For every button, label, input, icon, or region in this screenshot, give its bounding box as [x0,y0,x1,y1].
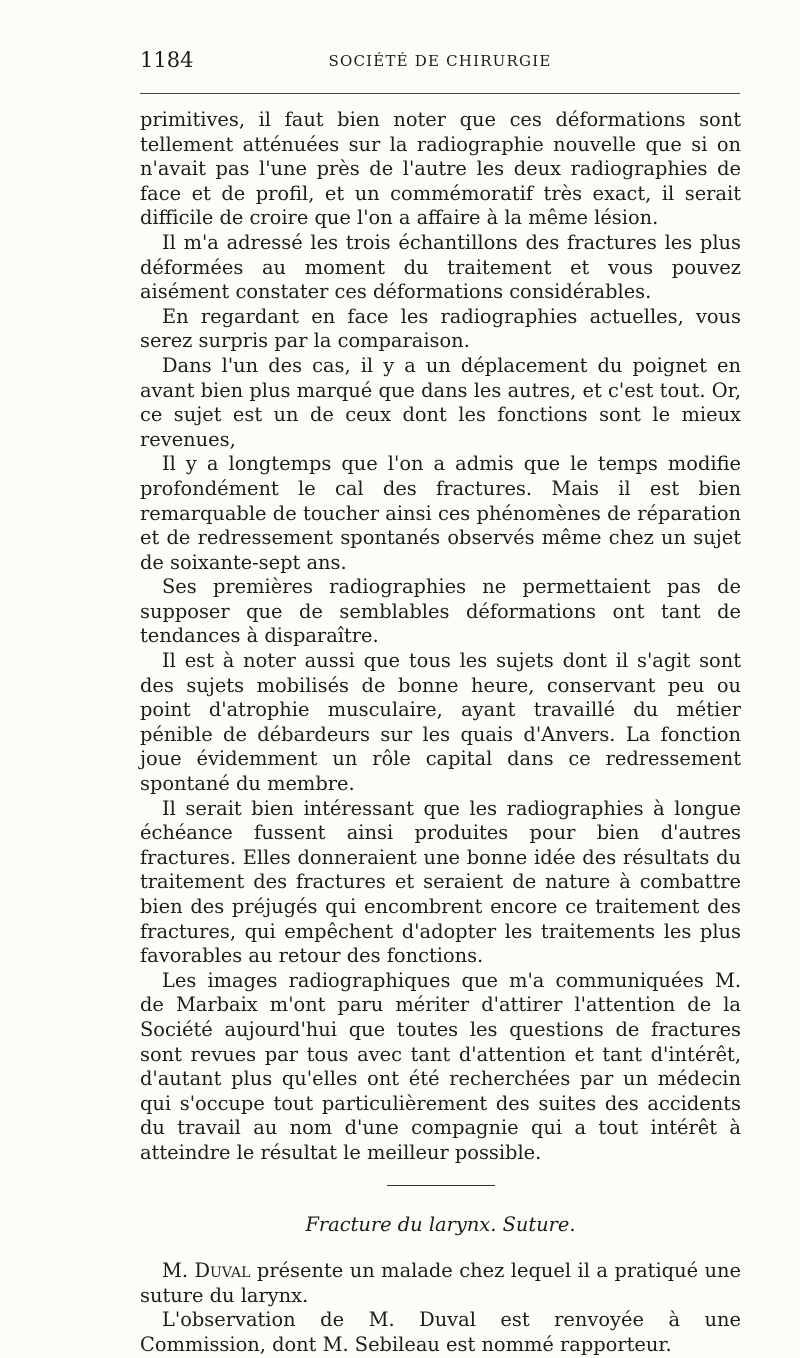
paragraph: Ses premières radiographies ne permettaient pas de supposer que de semblables déformations ont tant de tendances à disparaître. [140,575,741,648]
header-rule [140,93,740,94]
section-divider [387,1185,495,1186]
paragraph: Il est à noter aussi que tous les sujets dont il s'agit sont des sujets mobilisés de bonne heure, conservant peu ou point d'atrophie musculaire, ayant travaillé du métier pénible de débardeurs sur les quais d'Anvers. La fonction joue évidemment un rôle capital dans ce redressement spontané du membre. [140,649,741,796]
author-name: Duval [194,1259,251,1283]
page-header [140,48,740,74]
paragraph: Il y a longtemps que l'on a admis que le temps modifie profondément le cal des fractures. Mais il est bien remarquable de toucher ainsi ces phénomènes de réparation et de redressement spontanés observés même chez un sujet de soixante-sept ans. [140,452,741,574]
paragraph: Il m'a adressé les trois échantillons des fractures les plus déformées au moment du traitement et vous pouvez aisément constater ces déformations considérables. [140,230,741,304]
paragraph: primitives, il faut bien noter que ces déformations sont tellement atténuées sur la radiographie nouvelle que si on n'avait pas l'une près de l'autre les deux radiographies de face et de profil, et un commémoratif très exact, il serait difficile de croire que l'on a affaire à la même lésion. [140,108,741,230]
page-number: 1184 [140,48,194,72]
section-title: Fracture du larynx. Suture. [305,1212,576,1236]
paragraph-text: présente un malade chez lequel il a pratiqué une suture du larynx. [140,1259,741,1307]
paragraph: Il serait bien intéressant que les radiographies à longue échéance fussent ainsi produites pour bien d'autres fractures. Elles donneraient une bonne idée des résultats du traitement des fractures et seraient de nature à combattre bien des préjugés qui encombrent encore ce traitement des fractures, qui empêchent d'adopter les traitements les plus favorables au retour des fonctions. [140,796,741,968]
paragraph [140,1259,741,1308]
paragraph-prefix: M. [162,1259,195,1283]
paragraph: L'observation de M. Duval est renvoyée à une Commission, dont M. Sebileau est nommé rapporteur. [140,1308,741,1356]
running-head: SOCIÉTÉ DE CHIRURGIE [328,52,552,70]
body-text [140,108,741,1358]
paragraph: Les images radiographiques que m'a communiquées M. de Marbaix m'ont paru mériter d'attirer l'attention de la Société aujourd'hui que toutes les questions de fractures sont revues par tous avec tant d'attention et tant d'intérêt, d'autant plus qu'elles ont été recherchées par un médecin qui s'occupe tout particulièrement des suites des accidents du travail au nom d'une compagnie qui a tout intérêt à atteindre le résultat le meilleur possible. [140,968,741,1164]
paragraph: En regardant en face les radiographies actuelles, vous serez surpris par la comparaison. [140,304,741,353]
paragraph: Dans l'un des cas, il y a un déplacement du poignet en avant bien plus marqué que dans les autres, et c'est tout. Or, ce sujet est un de ceux dont les fonctions sont le mieux revenues, [140,353,741,451]
